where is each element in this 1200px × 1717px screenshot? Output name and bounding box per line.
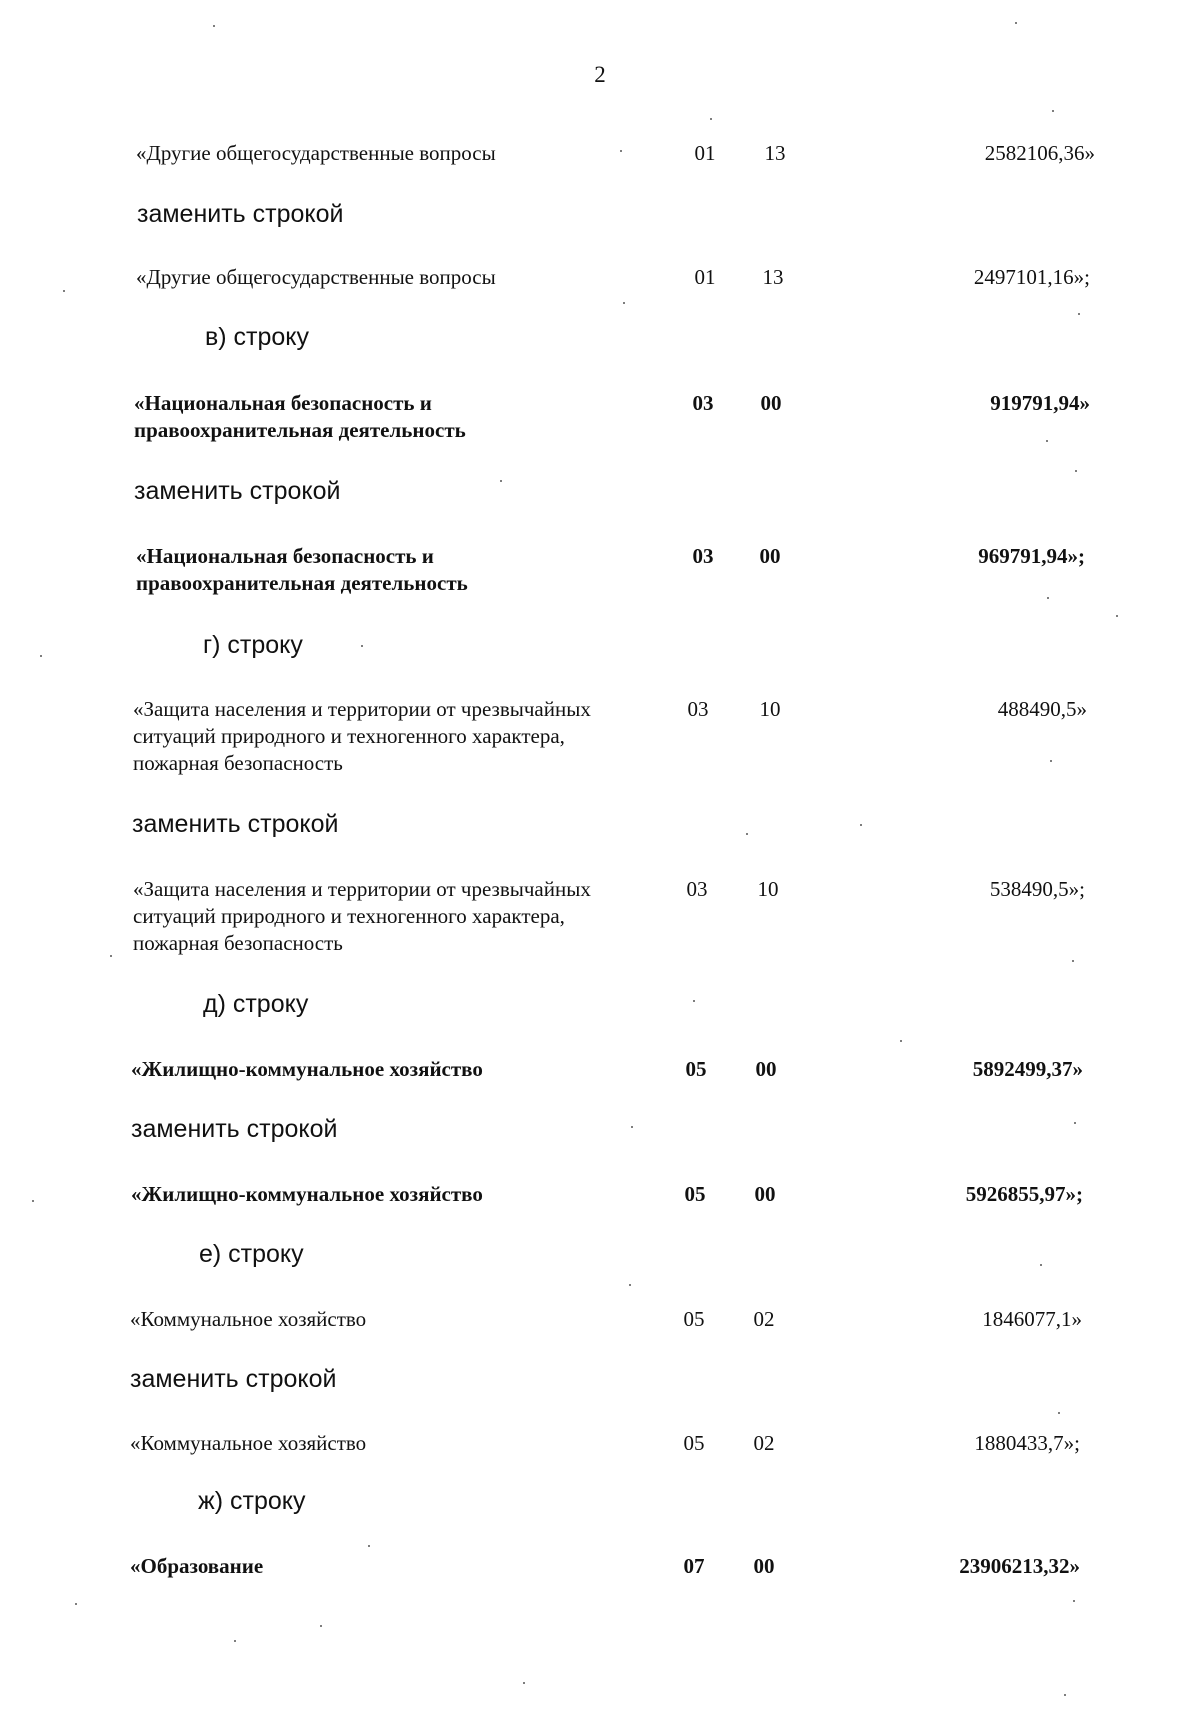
scan-speck (900, 1040, 902, 1042)
scan-speck (32, 1200, 34, 1202)
section-code: 03 (687, 697, 709, 721)
scan-speck (234, 1640, 236, 1642)
scan-speck (629, 1284, 631, 1286)
scan-speck (623, 302, 625, 304)
scan-speck (693, 1000, 695, 1002)
row-name: «Жилищно-коммунальное хозяйство (131, 1182, 483, 1206)
row-amount: 23906213,32» (959, 1554, 1080, 1578)
subsection-code: 00 (753, 1554, 775, 1578)
scan-speck (1072, 960, 1074, 962)
subsection-code: 02 (753, 1307, 775, 1331)
scan-speck (63, 290, 65, 292)
row-name: «Защита населения и территории от чрезвычайных ситуаций природного и техногенного характера, пожарная безопасность (133, 877, 591, 955)
row-name: «Другие общегосударственные вопросы (136, 265, 496, 289)
instruction-item: ж) строку (198, 1487, 306, 1515)
scan-speck (361, 645, 363, 647)
row-amount: 5892499,37» (972, 1057, 1083, 1081)
section-code: 05 (683, 1431, 705, 1455)
subsection-code: 00 (760, 391, 782, 415)
row-name: «Другие общегосударственные вопросы (136, 141, 496, 165)
instruction-item: е) строку (199, 1240, 304, 1268)
scan-speck (320, 1625, 322, 1627)
row-name: «Коммунальное хозяйство (130, 1431, 367, 1455)
row-name: «Жилищно-коммунальное хозяйство (131, 1057, 483, 1081)
subsection-code: 13 (764, 141, 786, 165)
scan-speck (1073, 1600, 1075, 1602)
instruction-replace: заменить строкой (132, 810, 339, 838)
scan-speck (620, 150, 622, 152)
subsection-code: 13 (762, 265, 784, 289)
scan-speck (1074, 1122, 1076, 1124)
subsection-code: 00 (754, 1182, 776, 1206)
scan-speck (1058, 1412, 1060, 1414)
scan-speck (1046, 440, 1048, 442)
scan-speck (1116, 615, 1118, 617)
section-code: 07 (683, 1554, 705, 1578)
section-code: 05 (685, 1057, 707, 1081)
page-number: 2 (594, 62, 606, 87)
scan-speck (746, 833, 748, 835)
section-code: 05 (683, 1307, 705, 1331)
instruction-item: д) строку (203, 990, 309, 1018)
section-code: 01 (694, 141, 716, 165)
row-amount: 2497101,16»; (973, 265, 1090, 289)
instruction-replace: заменить строкой (130, 1365, 337, 1393)
scan-speck (213, 25, 215, 27)
row-name: «Национальная безопасность и правоохранительная деятельность (136, 544, 468, 595)
row-amount: 969791,94»; (978, 544, 1085, 568)
scan-speck (368, 1545, 370, 1547)
subsection-code: 10 (759, 697, 781, 721)
row-amount: 538490,5»; (989, 877, 1085, 901)
subsection-code: 00 (759, 544, 781, 568)
row-amount: 2582106,36» (984, 141, 1095, 165)
subsection-code: 10 (757, 877, 779, 901)
scan-speck (1052, 110, 1054, 112)
scan-speck (1078, 313, 1080, 315)
instruction-replace: заменить строкой (134, 477, 341, 505)
section-code: 05 (684, 1182, 706, 1206)
row-name: «Защита населения и территории от чрезвычайных ситуаций природного и техногенного характера, пожарная безопасность (133, 697, 591, 775)
row-name: «Национальная безопасность и правоохранительная деятельность (134, 391, 466, 442)
scan-speck (110, 955, 112, 957)
section-code: 01 (694, 265, 716, 289)
row-amount: 1846077,1» (982, 1307, 1082, 1331)
scan-speck (1064, 1694, 1066, 1696)
instruction-item: в) строку (205, 323, 310, 351)
scan-speck (75, 1603, 77, 1605)
row-name: «Образование (130, 1554, 264, 1578)
scan-speck (1075, 470, 1077, 472)
scan-speck (1015, 22, 1017, 24)
scan-speck (860, 824, 862, 826)
instruction-replace: заменить строкой (131, 1115, 338, 1143)
scan-speck (631, 1126, 633, 1128)
section-code: 03 (692, 391, 714, 415)
row-amount: 488490,5» (997, 697, 1087, 721)
row-amount: 1880433,7»; (974, 1431, 1080, 1455)
scan-speck (1050, 760, 1052, 762)
row-amount: 919791,94» (990, 391, 1090, 415)
instruction-item: г) строку (203, 631, 303, 659)
scan-speck (1040, 1264, 1042, 1266)
section-code: 03 (692, 544, 714, 568)
scan-speck (1047, 597, 1049, 599)
section-code: 03 (686, 877, 708, 901)
subsection-code: 00 (755, 1057, 777, 1081)
scan-speck (523, 1682, 525, 1684)
scan-speck (710, 118, 712, 120)
scan-speck (40, 655, 42, 657)
row-amount: 5926855,97»; (965, 1182, 1083, 1206)
row-name: «Коммунальное хозяйство (130, 1307, 367, 1331)
subsection-code: 02 (753, 1431, 775, 1455)
scan-speck (500, 480, 502, 482)
instruction-replace: заменить строкой (137, 200, 344, 228)
